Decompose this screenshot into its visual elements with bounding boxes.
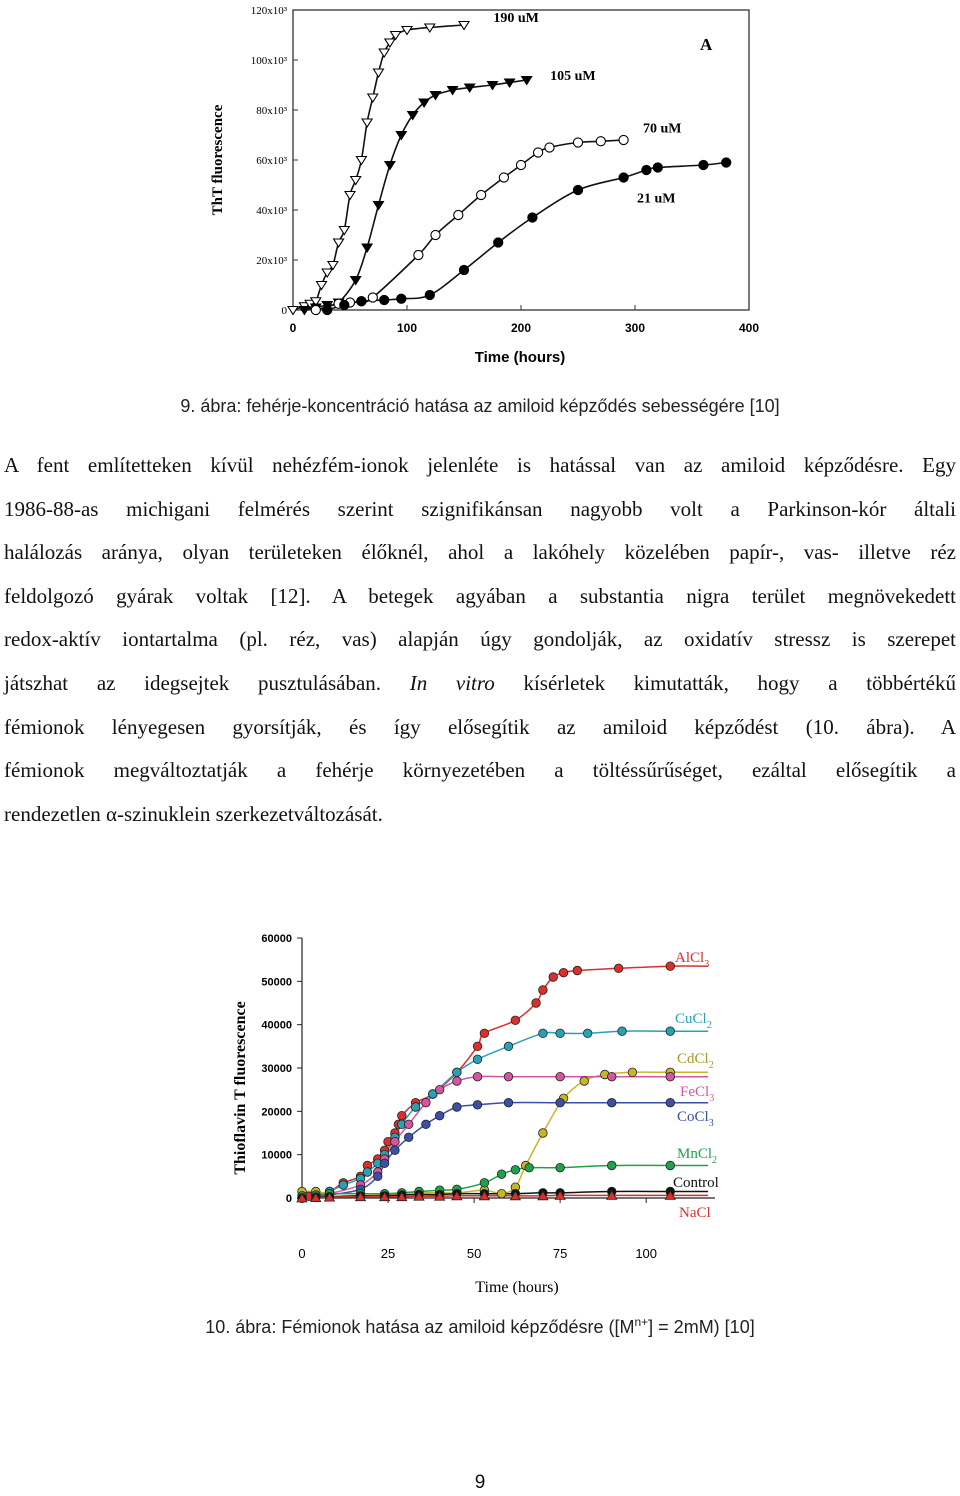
figure-10-caption: [0, 1315, 960, 1338]
data-point: [556, 1098, 565, 1107]
data-point: [373, 1172, 382, 1181]
data-point: [532, 999, 541, 1008]
y-tick-label: 60000: [261, 933, 292, 945]
y-axis-label: ThT fluorescence: [210, 104, 226, 216]
data-point: [385, 39, 395, 47]
data-point: [628, 1068, 637, 1077]
data-point: [357, 297, 366, 306]
data-point: [573, 185, 582, 194]
x-tick-label: 200: [510, 321, 532, 335]
data-point: [549, 973, 558, 982]
fit-curve: [293, 25, 464, 310]
x-tick-label: 75: [552, 1246, 568, 1261]
data-point: [398, 1111, 407, 1120]
fit-curve: [302, 966, 708, 1198]
figure-10-chart: [205, 920, 765, 1305]
data-point: [607, 1072, 616, 1081]
data-point: [339, 1181, 348, 1190]
data-point: [362, 119, 372, 127]
data-point: [504, 1098, 513, 1107]
data-point: [351, 277, 361, 285]
data-point: [363, 1168, 372, 1177]
data-point: [618, 1027, 627, 1036]
series-labels: [493, 11, 681, 207]
data-marks: [288, 22, 731, 315]
data-point: [380, 295, 389, 304]
text-line-with-italic: [4, 662, 956, 706]
data-point: [497, 1189, 506, 1198]
text-line: rendezetlen α-szinuklein szerkezetváltozását.: [4, 801, 383, 826]
data-point: [473, 1042, 482, 1051]
figure-9-caption: 9. ábra: fehérje-koncentráció hatása az amiloid képződés sebességére [10]: [180, 396, 780, 416]
caption-superscript: n+: [634, 1315, 649, 1329]
data-point: [391, 1146, 400, 1155]
data-point: [497, 1170, 506, 1179]
data-point: [334, 239, 344, 247]
data-point: [722, 158, 731, 167]
series-label: AlCl$_3$: [675, 950, 710, 970]
y-tick-label: 50000: [261, 976, 292, 989]
data-point: [504, 1072, 513, 1081]
data-point: [368, 293, 377, 302]
body-paragraph: [4, 444, 956, 836]
text-line: 1986-88-as michigani felmérés szerint szignifikánsan nagyobb volt a Parkinson-kór általi: [4, 496, 956, 521]
data-point: [699, 160, 708, 169]
data-point: [525, 1163, 534, 1172]
data-point: [539, 986, 548, 995]
data-point: [607, 1161, 616, 1170]
series-label-subscript: 3: [709, 1093, 715, 1104]
y-tick-label: 80x10³: [256, 105, 287, 117]
x-tick-label: 300: [624, 321, 646, 335]
text-line: halálozás aránya, olyan területeken élőknél, ahol a lakóhely közelében papír-, vas- illetve réz: [4, 540, 956, 565]
series-label: NaCl: [679, 1205, 711, 1221]
data-point: [642, 165, 651, 174]
y-tick-label: 100x10³: [250, 55, 287, 67]
data-point: [583, 1029, 592, 1038]
data-point: [397, 294, 406, 303]
data-point: [317, 282, 327, 290]
data-point: [534, 148, 543, 157]
data-point: [539, 1129, 548, 1138]
text-line: fémionok megváltoztatják a fehérje környezetében a töltéssűrűséget, ezáltal elősegítik a: [4, 758, 956, 783]
data-point: [480, 1179, 489, 1188]
data-point: [414, 250, 423, 259]
y-tick-label: 20000: [261, 1106, 292, 1119]
data-point: [559, 968, 568, 977]
data-point: [379, 49, 389, 57]
text-fragment: kísérletek kimutatták, hogy a többértékű: [523, 670, 956, 695]
y-tick-label: 30000: [261, 1063, 292, 1075]
page-number: 9: [474, 1472, 486, 1493]
data-point: [459, 265, 468, 274]
x-tick-label: 0: [298, 1246, 306, 1261]
data-marks: [297, 962, 675, 1202]
data-point: [666, 1072, 675, 1081]
data-point: [473, 1101, 482, 1110]
data-point: [385, 162, 395, 170]
data-point: [539, 1029, 548, 1038]
series-label: FeCl$_3$: [680, 1084, 715, 1104]
data-point: [411, 1103, 420, 1112]
data-point: [573, 138, 582, 147]
data-point: [404, 1120, 413, 1129]
y-tick-label: 40000: [261, 1019, 292, 1032]
data-point: [480, 1029, 489, 1038]
data-point: [435, 1111, 444, 1120]
y-tick-label: 20x10³: [256, 255, 287, 267]
series-label: 21 uM: [637, 191, 676, 207]
data-point: [556, 1029, 565, 1038]
data-point: [323, 305, 332, 314]
data-point: [556, 1072, 565, 1081]
fit-curves: [302, 966, 708, 1198]
data-point: [368, 94, 378, 102]
data-point: [425, 290, 434, 299]
data-point: [345, 192, 355, 200]
data-point: [431, 92, 441, 100]
caption-text: ] = 2mM) [10]: [648, 1317, 755, 1337]
figure-9-chart: [190, 0, 790, 380]
data-point: [340, 300, 349, 309]
text-line: A fent említetteken kívül nehézfém-ionok jelenléte is hatással van az amiloid képződésre. Egy: [4, 453, 956, 477]
x-tick-label: 400: [738, 321, 760, 335]
y-tick-label: 40x10³: [256, 205, 287, 217]
data-point: [614, 964, 623, 973]
data-point: [504, 1042, 513, 1051]
data-point: [619, 135, 628, 144]
data-point: [573, 966, 582, 975]
data-point: [511, 1016, 520, 1025]
data-point: [473, 1072, 482, 1081]
data-point: [351, 177, 361, 185]
text-line: fémionok lényegesen gyorsítják, és így elősegítik az amiloid képződést (10. ábra). A: [4, 714, 956, 739]
series-label: Control: [673, 1175, 719, 1191]
series-label: CuCl$_2$: [675, 1011, 712, 1031]
text-fragment: játszhat az idegsejtek pusztulásában.: [4, 670, 382, 695]
fit-curve: [327, 163, 726, 311]
data-point: [666, 1098, 675, 1107]
series-label: 190 uM: [493, 11, 539, 26]
y-tick-label: 0: [281, 305, 287, 317]
series-label: 105 uM: [550, 69, 596, 84]
x-axis-label: Time (hours): [474, 349, 566, 366]
italic-term: In vitro: [409, 670, 495, 695]
series-label: 70 uM: [643, 121, 682, 137]
data-point: [374, 69, 384, 77]
y-tick-label: 60x10³: [256, 155, 287, 167]
data-point: [391, 1137, 400, 1146]
data-point: [653, 163, 662, 172]
data-point: [666, 1161, 675, 1170]
y-tick-label: 120x10³: [250, 5, 287, 17]
series-label-subscript: 3: [704, 959, 710, 970]
data-point: [511, 1166, 520, 1175]
y-axis-label: Thioflavin T fluorescence: [232, 1001, 249, 1175]
series-label-subscript: 2: [708, 1060, 714, 1071]
panel-label: A: [700, 35, 713, 54]
data-point: [619, 173, 628, 182]
data-point: [499, 173, 508, 182]
data-point: [339, 227, 349, 235]
data-point: [453, 1077, 462, 1086]
data-point: [356, 157, 366, 165]
data-point: [431, 230, 440, 239]
series-labels: [673, 950, 719, 1221]
data-point: [380, 1159, 389, 1168]
data-point: [516, 160, 525, 169]
x-axis-label: Time (hours): [475, 1279, 559, 1296]
y-tick-label: 10000: [261, 1149, 292, 1162]
series-label: CdCl$_2$: [677, 1051, 714, 1071]
series-label-subscript: 3: [708, 1118, 714, 1129]
data-point: [362, 244, 372, 252]
data-point: [422, 1120, 431, 1129]
x-tick-label: 50: [466, 1246, 482, 1261]
data-point: [374, 202, 384, 210]
data-point: [473, 1055, 482, 1064]
data-point: [404, 1133, 413, 1142]
axes: [251, 5, 760, 335]
data-point: [556, 1163, 565, 1172]
data-point: [328, 262, 338, 270]
data-point: [454, 210, 463, 219]
data-point: [607, 1098, 616, 1107]
data-point: [528, 213, 537, 222]
data-point: [545, 143, 554, 152]
data-point: [311, 305, 320, 314]
series-label: MnCl$_2$: [677, 1146, 718, 1166]
data-point: [396, 132, 406, 140]
x-tick-label: 100: [396, 321, 418, 335]
data-point: [666, 962, 675, 971]
data-point: [408, 112, 418, 120]
axes: [261, 933, 718, 1261]
y-tick-label: 0: [285, 1193, 292, 1205]
data-point: [453, 1103, 462, 1112]
text-line: feldolgozó gyárak voltak [12]. A betegek agyában a substantia nigra terület megnövekedett: [4, 583, 956, 608]
data-point: [596, 137, 605, 146]
data-point: [422, 1098, 431, 1107]
fit-curve: [316, 140, 624, 310]
data-point: [322, 269, 332, 277]
data-point: [494, 238, 503, 247]
series-label: CoCl$_3$: [677, 1109, 714, 1129]
data-point: [435, 1085, 444, 1094]
series-label-subscript: 2: [706, 1020, 712, 1031]
data-point: [477, 190, 486, 199]
x-tick-label: 100: [635, 1246, 658, 1261]
caption-text: 10. ábra: Fémionok hatása az amiloid képződésre ([M: [205, 1317, 635, 1337]
x-tick-label: 25: [380, 1246, 396, 1261]
data-point: [666, 1027, 675, 1036]
data-point: [453, 1068, 462, 1077]
text-line: redox-aktív iontartalma (pl. réz, vas) alapján úgy gondolják, az oxidatív stressz is szerepet: [4, 627, 956, 652]
data-point: [580, 1077, 589, 1086]
series-label-subscript: 2: [712, 1155, 718, 1166]
x-tick-label: 0: [289, 321, 297, 335]
